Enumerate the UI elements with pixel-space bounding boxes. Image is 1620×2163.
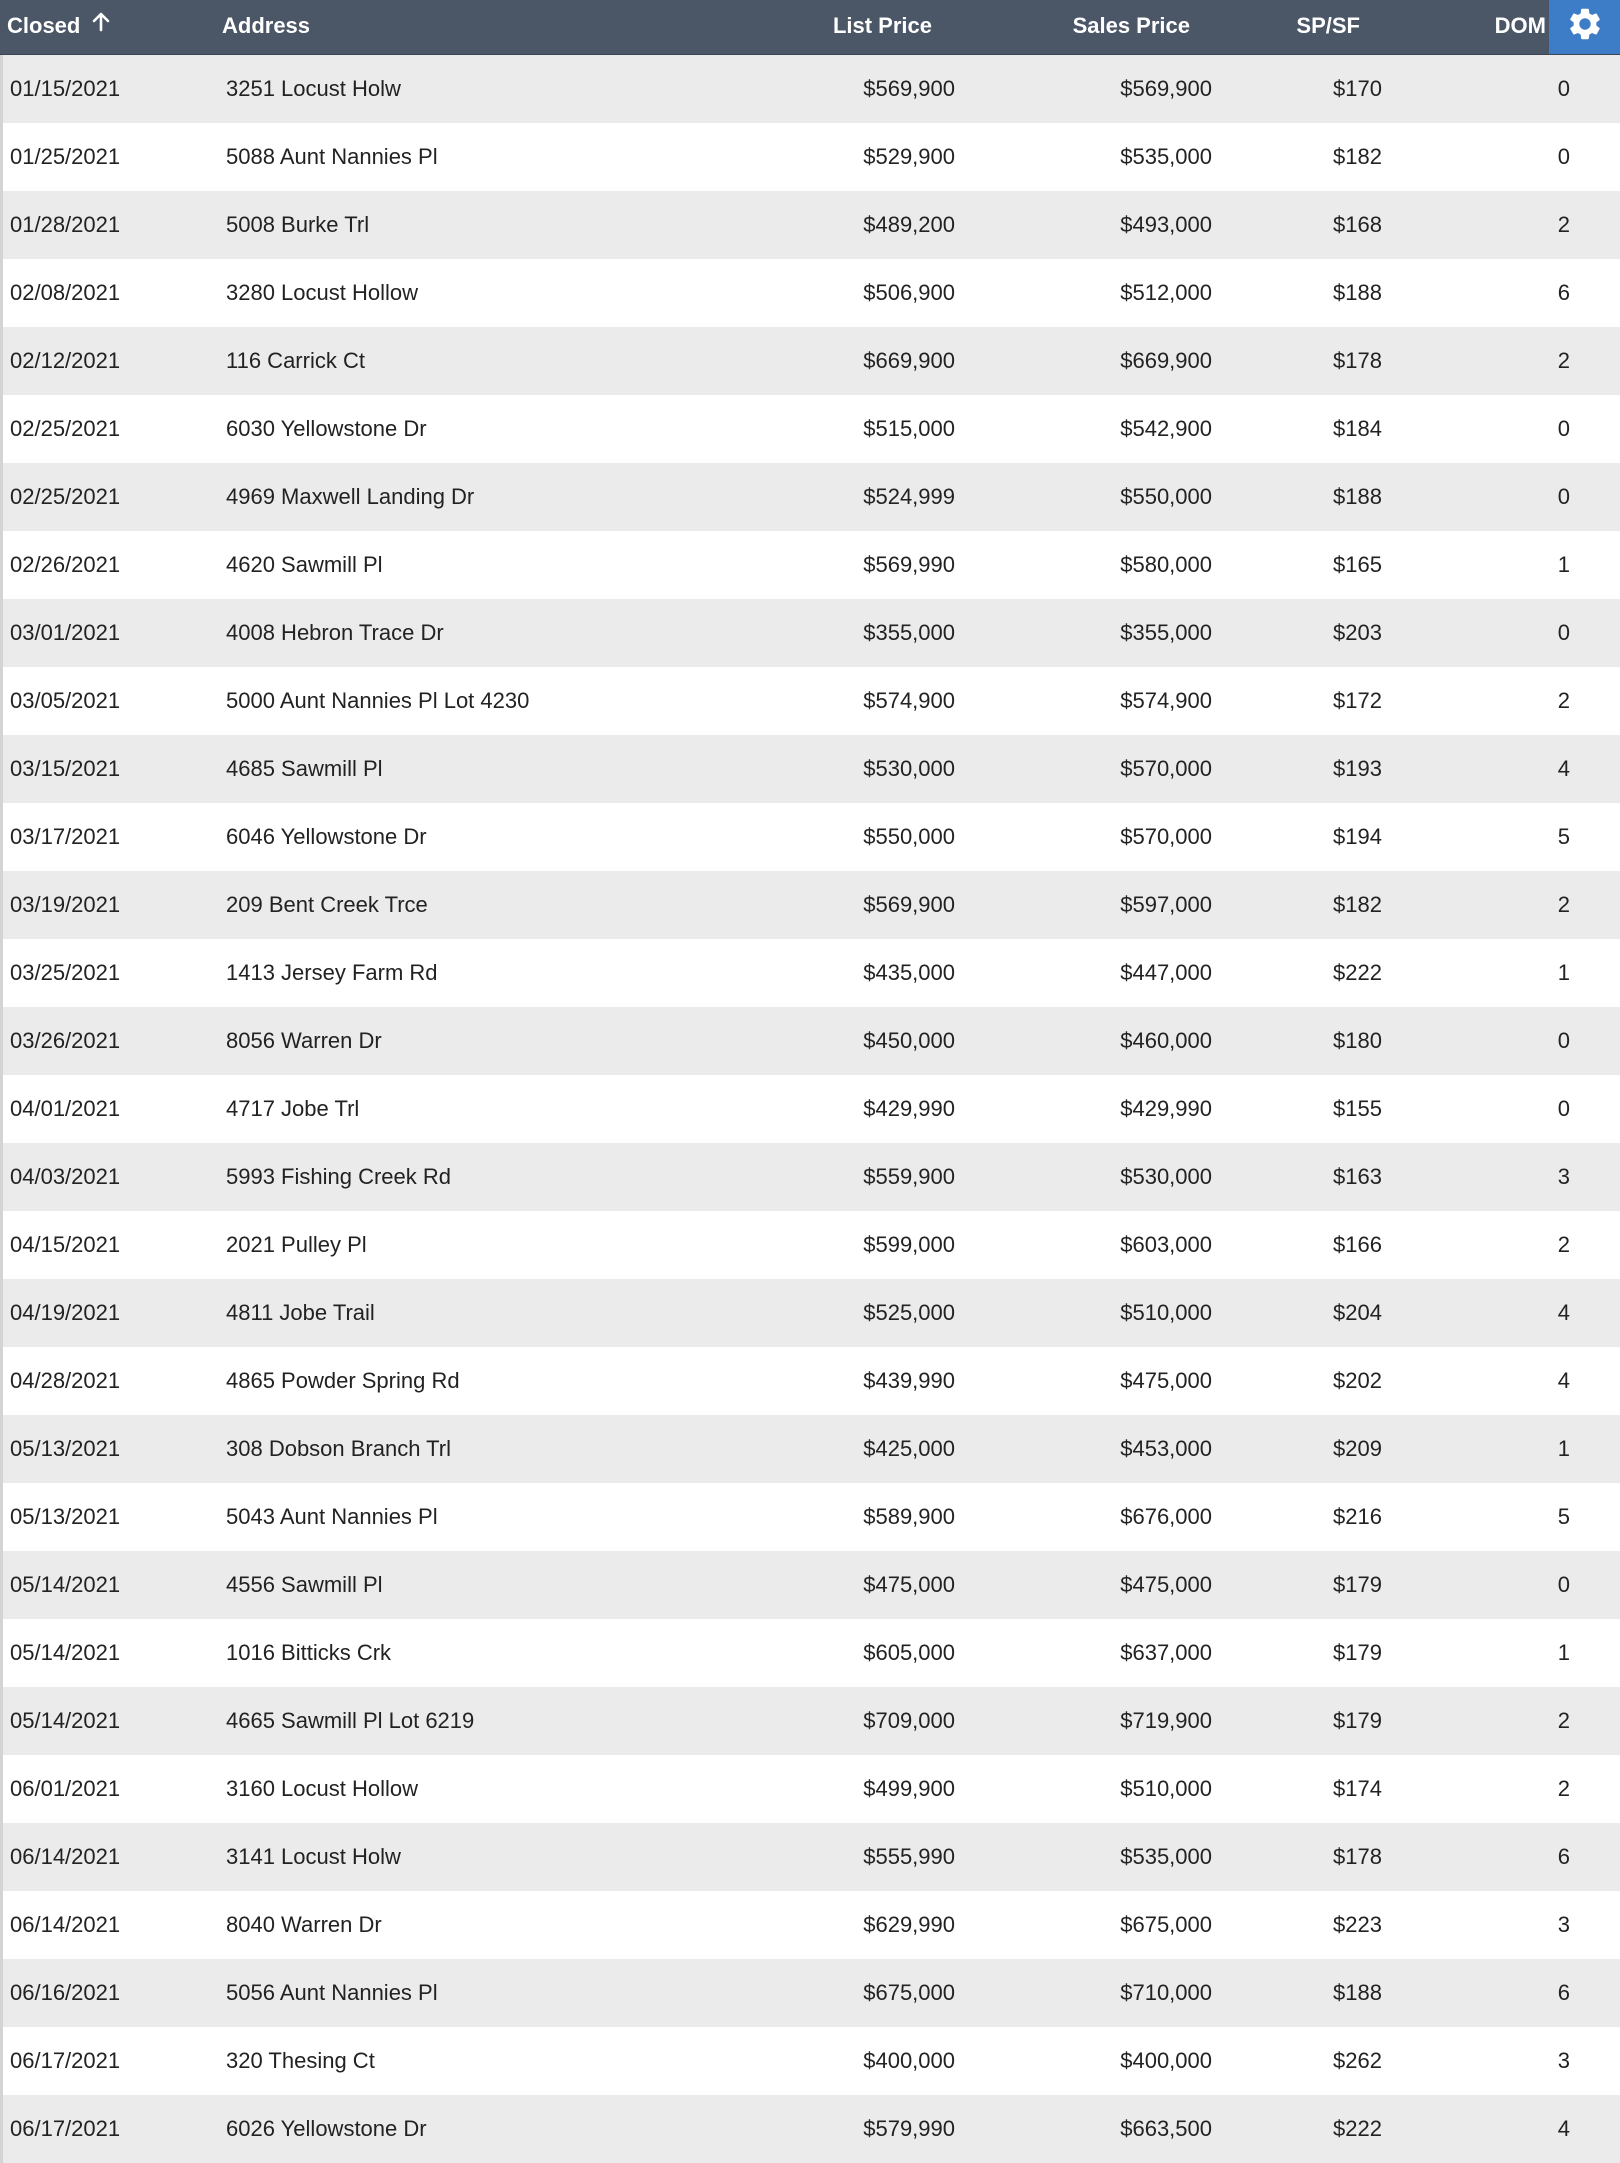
cell-list-price: $569,900: [863, 76, 955, 101]
table-row[interactable]: [0, 1823, 1620, 1891]
cell-sales-price: $675,000: [1120, 1912, 1212, 1937]
cell-closed-date: 05/14/2021: [10, 1640, 121, 1665]
cell-sales-price: $475,000: [1120, 1572, 1212, 1597]
cell-sales-price: $663,500: [1120, 2116, 1212, 2141]
table-row[interactable]: [0, 55, 1620, 123]
cell-closed-date: 02/12/2021: [10, 348, 121, 373]
cell-list-price: $529,900: [863, 144, 955, 169]
table-row[interactable]: [0, 1279, 1620, 1347]
cell-sales-price: $637,000: [1120, 1640, 1212, 1665]
cell-address: 6030 Yellowstone Dr: [226, 416, 427, 441]
cell-list-price: $550,000: [863, 824, 955, 849]
cell-address: 3280 Locust Hollow: [226, 280, 419, 305]
cell-dom: 1: [1557, 1436, 1570, 1461]
cell-sales-price: $719,900: [1120, 1708, 1212, 1733]
cell-address: 4969 Maxwell Landing Dr: [226, 484, 475, 509]
cell-sales-price: $530,000: [1120, 1164, 1212, 1189]
cell-closed-date: 04/19/2021: [10, 1300, 121, 1325]
cell-sp-sf: $168: [1333, 212, 1382, 237]
cell-dom: 2: [1557, 688, 1570, 713]
cell-list-price: $555,990: [863, 1844, 955, 1869]
cell-sales-price: $493,000: [1120, 212, 1212, 237]
cell-list-price: $489,200: [863, 212, 955, 237]
cell-dom: 0: [1557, 144, 1570, 169]
cell-closed-date: 04/01/2021: [10, 1096, 121, 1121]
cell-list-price: $515,000: [863, 416, 955, 441]
column-header-sales-price[interactable]: Sales Price: [1072, 13, 1190, 38]
cell-list-price: $709,000: [863, 1708, 955, 1733]
table-row[interactable]: [0, 259, 1620, 327]
table-row[interactable]: [0, 2095, 1620, 2163]
cell-dom: 6: [1557, 1980, 1570, 2005]
cell-list-price: $559,900: [863, 1164, 955, 1189]
table-row[interactable]: [0, 463, 1620, 531]
table-row[interactable]: [0, 1211, 1620, 1279]
cell-sp-sf: $222: [1333, 2116, 1382, 2141]
table-row[interactable]: [0, 1551, 1620, 1619]
cell-address: 6026 Yellowstone Dr: [226, 2116, 427, 2141]
table-row[interactable]: [0, 1687, 1620, 1755]
cell-sales-price: $535,000: [1120, 144, 1212, 169]
cell-sp-sf: $203: [1333, 620, 1382, 645]
cell-dom: 4: [1557, 1368, 1570, 1393]
cell-list-price: $450,000: [863, 1028, 955, 1053]
cell-sp-sf: $166: [1333, 1232, 1382, 1257]
column-header-sp-sf[interactable]: SP/SF: [1296, 13, 1360, 38]
cell-closed-date: 06/01/2021: [10, 1776, 121, 1801]
cell-address: 4620 Sawmill Pl: [226, 552, 383, 577]
cell-sp-sf: $209: [1333, 1436, 1382, 1461]
cell-closed-date: 06/16/2021: [10, 1980, 121, 2005]
table-row[interactable]: [0, 1415, 1620, 1483]
cell-dom: 4: [1557, 1300, 1570, 1325]
cell-sp-sf: $179: [1333, 1708, 1382, 1733]
cell-sp-sf: $155: [1333, 1096, 1382, 1121]
cell-closed-date: 06/14/2021: [10, 1844, 121, 1869]
cell-dom: 1: [1557, 552, 1570, 577]
cell-sp-sf: $223: [1333, 1912, 1382, 1937]
cell-list-price: $475,000: [863, 1572, 955, 1597]
cell-dom: 0: [1557, 1096, 1570, 1121]
column-header-closed[interactable]: [7, 0, 110, 54]
cell-dom: 5: [1557, 824, 1570, 849]
cell-closed-date: 06/17/2021: [10, 2048, 121, 2073]
cell-dom: 0: [1557, 416, 1570, 441]
cell-dom: 2: [1557, 212, 1570, 237]
cell-list-price: $506,900: [863, 280, 955, 305]
table-row[interactable]: [0, 327, 1620, 395]
cell-sp-sf: $172: [1333, 688, 1382, 713]
cell-address: 320 Thesing Ct: [226, 2048, 375, 2073]
cell-address: 4717 Jobe Trl: [226, 1096, 360, 1121]
cell-list-price: $530,000: [863, 756, 955, 781]
cell-sp-sf: $262: [1333, 2048, 1382, 2073]
cell-dom: 4: [1557, 756, 1570, 781]
cell-sales-price: $429,990: [1120, 1096, 1212, 1121]
cell-sales-price: $603,000: [1120, 1232, 1212, 1257]
cell-closed-date: 01/28/2021: [10, 212, 121, 237]
cell-closed-date: 05/14/2021: [10, 1708, 121, 1733]
cell-sp-sf: $170: [1333, 76, 1382, 101]
cell-closed-date: 05/13/2021: [10, 1504, 121, 1529]
cell-dom: 3: [1557, 2048, 1570, 2073]
cell-sales-price: $574,900: [1120, 688, 1212, 713]
table-row[interactable]: [0, 599, 1620, 667]
cell-address: 4865 Powder Spring Rd: [226, 1368, 460, 1393]
table-row[interactable]: [0, 395, 1620, 463]
cell-sales-price: $460,000: [1120, 1028, 1212, 1053]
cell-closed-date: 02/08/2021: [10, 280, 121, 305]
table-row[interactable]: [0, 1075, 1620, 1143]
cell-list-price: $400,000: [863, 2048, 955, 2073]
cell-closed-date: 03/17/2021: [10, 824, 121, 849]
cell-closed-date: 03/19/2021: [10, 892, 121, 917]
cell-list-price: $499,900: [863, 1776, 955, 1801]
cell-closed-date: 01/25/2021: [10, 144, 121, 169]
cell-closed-date: 01/15/2021: [10, 76, 121, 101]
table-header: [0, 0, 1620, 55]
table-body: [0, 55, 1620, 2163]
cell-address: 3160 Locust Hollow: [226, 1776, 419, 1801]
cell-sp-sf: $178: [1333, 1844, 1382, 1869]
arrow-up-icon: [92, 0, 110, 51]
cell-address: 5088 Aunt Nannies Pl: [226, 144, 438, 169]
cell-sales-price: $400,000: [1120, 2048, 1212, 2073]
cell-list-price: $669,900: [863, 348, 955, 373]
cell-dom: 2: [1557, 1708, 1570, 1733]
cell-sales-price: $475,000: [1120, 1368, 1212, 1393]
cell-address: 116 Carrick Ct: [226, 348, 365, 373]
cell-sales-price: $535,000: [1120, 1844, 1212, 1869]
cell-address: 5993 Fishing Creek Rd: [226, 1164, 452, 1189]
table-row[interactable]: [0, 667, 1620, 735]
cell-address: 5056 Aunt Nannies Pl: [226, 1980, 438, 2005]
cell-sp-sf: $178: [1333, 348, 1382, 373]
cell-sp-sf: $188: [1333, 1980, 1382, 2005]
cell-address: 5043 Aunt Nannies Pl: [226, 1504, 438, 1529]
cell-sales-price: $447,000: [1120, 960, 1212, 985]
cell-list-price: $605,000: [863, 1640, 955, 1665]
column-header-list-price[interactable]: List Price: [832, 13, 932, 38]
cell-address: 3141 Locust Holw: [226, 1844, 401, 1869]
cell-address: 8040 Warren Dr: [226, 1912, 382, 1937]
cell-sales-price: $550,000: [1120, 484, 1212, 509]
cell-dom: 0: [1557, 1572, 1570, 1597]
cell-address: 4556 Sawmill Pl: [226, 1572, 383, 1597]
cell-sales-price: $669,900: [1120, 348, 1212, 373]
cell-list-price: $589,900: [863, 1504, 955, 1529]
cell-sales-price: $542,900: [1120, 416, 1212, 441]
column-header-dom[interactable]: DOM: [1494, 13, 1546, 38]
table-row[interactable]: [0, 871, 1620, 939]
table-row[interactable]: [0, 191, 1620, 259]
cell-closed-date: 04/15/2021: [10, 1232, 121, 1257]
cell-list-price: $425,000: [863, 1436, 955, 1461]
table-row[interactable]: [0, 531, 1620, 599]
cell-closed-date: 04/03/2021: [10, 1164, 121, 1189]
cell-sp-sf: $222: [1333, 960, 1382, 985]
cell-sp-sf: $179: [1333, 1640, 1382, 1665]
cell-dom: 2: [1557, 892, 1570, 917]
cell-address: 1413 Jersey Farm Rd: [226, 960, 438, 985]
cell-address: 4811 Jobe Trail: [226, 1300, 375, 1325]
cell-sp-sf: $182: [1333, 892, 1382, 917]
cell-sp-sf: $184: [1333, 416, 1382, 441]
cell-sp-sf: $193: [1333, 756, 1382, 781]
cell-closed-date: 03/25/2021: [10, 960, 121, 985]
cell-closed-date: 03/01/2021: [10, 620, 121, 645]
table-row[interactable]: [0, 1959, 1620, 2027]
cell-closed-date: 05/13/2021: [10, 1436, 121, 1461]
cell-list-price: $579,990: [863, 2116, 955, 2141]
table-row[interactable]: [0, 123, 1620, 191]
cell-dom: 2: [1557, 1776, 1570, 1801]
cell-address: 4665 Sawmill Pl Lot 6219: [226, 1708, 475, 1733]
cell-dom: 6: [1557, 1844, 1570, 1869]
table-row[interactable]: [0, 803, 1620, 871]
cell-closed-date: 06/17/2021: [10, 2116, 121, 2141]
cell-address: 2021 Pulley Pl: [226, 1232, 367, 1257]
cell-address: 6046 Yellowstone Dr: [226, 824, 427, 849]
cell-sales-price: $570,000: [1120, 824, 1212, 849]
table-row[interactable]: [0, 1891, 1620, 1959]
cell-closed-date: 02/26/2021: [10, 552, 121, 577]
cell-sales-price: $710,000: [1120, 1980, 1212, 2005]
cell-sp-sf: $204: [1333, 1300, 1382, 1325]
cell-sp-sf: $194: [1333, 824, 1382, 849]
table-row[interactable]: [0, 1755, 1620, 1823]
cell-dom: 0: [1557, 620, 1570, 645]
settings-button[interactable]: [1549, 0, 1620, 54]
cell-sp-sf: $179: [1333, 1572, 1382, 1597]
cell-closed-date: 03/26/2021: [10, 1028, 121, 1053]
table-row[interactable]: [0, 735, 1620, 803]
table-row[interactable]: [0, 1483, 1620, 1551]
cell-list-price: $569,990: [863, 552, 955, 577]
cell-dom: 5: [1557, 1504, 1570, 1529]
cell-dom: 2: [1557, 1232, 1570, 1257]
cell-sales-price: $510,000: [1120, 1776, 1212, 1801]
cell-list-price: $675,000: [863, 1980, 955, 2005]
gear-icon: [1566, 5, 1604, 49]
table-row[interactable]: [0, 1143, 1620, 1211]
cell-address: 8056 Warren Dr: [226, 1028, 382, 1053]
cell-list-price: $525,000: [863, 1300, 955, 1325]
cell-list-price: $629,990: [863, 1912, 955, 1937]
cell-address: 308 Dobson Branch Trl: [226, 1436, 452, 1461]
cell-dom: 6: [1557, 280, 1570, 305]
cell-list-price: $429,990: [863, 1096, 955, 1121]
table-row[interactable]: [0, 1347, 1620, 1415]
cell-closed-date: 04/28/2021: [10, 1368, 121, 1393]
cell-dom: 0: [1557, 76, 1570, 101]
table-row[interactable]: [0, 939, 1620, 1007]
cell-sales-price: $355,000: [1120, 620, 1212, 645]
cell-sales-price: $453,000: [1120, 1436, 1212, 1461]
cell-sp-sf: $188: [1333, 484, 1382, 509]
table-row[interactable]: [0, 1619, 1620, 1687]
cell-list-price: $435,000: [863, 960, 955, 985]
column-header-address[interactable]: Address: [222, 13, 311, 38]
cell-closed-date: 06/14/2021: [10, 1912, 121, 1937]
cell-address: 209 Bent Creek Trce: [226, 892, 428, 917]
cell-sales-price: $569,900: [1120, 76, 1212, 101]
cell-closed-date: 03/05/2021: [10, 688, 121, 713]
cell-sales-price: $570,000: [1120, 756, 1212, 781]
cell-address: 4008 Hebron Trace Dr: [226, 620, 444, 645]
cell-closed-date: 05/14/2021: [10, 1572, 121, 1597]
cell-closed-date: 03/15/2021: [10, 756, 121, 781]
cell-closed-date: 02/25/2021: [10, 484, 121, 509]
cell-sp-sf: $163: [1333, 1164, 1382, 1189]
cell-sp-sf: $182: [1333, 144, 1382, 169]
cell-dom: 2: [1557, 348, 1570, 373]
column-header-closed-label: Closed: [7, 13, 81, 38]
cell-list-price: $574,900: [863, 688, 955, 713]
cell-sp-sf: $165: [1333, 552, 1382, 577]
cell-address: 5008 Burke Trl: [226, 212, 370, 237]
cell-sales-price: $676,000: [1120, 1504, 1212, 1529]
cell-sales-price: $512,000: [1120, 280, 1212, 305]
cell-sp-sf: $174: [1333, 1776, 1382, 1801]
cell-list-price: $569,900: [863, 892, 955, 917]
cell-address: 4685 Sawmill Pl: [226, 756, 383, 781]
cell-dom: 4: [1557, 2116, 1570, 2141]
cell-address: 3251 Locust Holw: [226, 76, 401, 101]
cell-list-price: $599,000: [863, 1232, 955, 1257]
cell-sp-sf: $188: [1333, 280, 1382, 305]
cell-address: 1016 Bitticks Crk: [226, 1640, 392, 1665]
cell-list-price: $439,990: [863, 1368, 955, 1393]
cell-sales-price: $597,000: [1120, 892, 1212, 917]
cell-sp-sf: $202: [1333, 1368, 1382, 1393]
cell-dom: 1: [1557, 960, 1570, 985]
cell-sales-price: $510,000: [1120, 1300, 1212, 1325]
cell-dom: 3: [1557, 1912, 1570, 1937]
cell-dom: 0: [1557, 484, 1570, 509]
cell-sp-sf: $180: [1333, 1028, 1382, 1053]
cell-dom: 0: [1557, 1028, 1570, 1053]
cell-closed-date: 02/25/2021: [10, 416, 121, 441]
cell-list-price: $524,999: [863, 484, 955, 509]
cell-address: 5000 Aunt Nannies Pl Lot 4230: [226, 688, 530, 713]
table-row[interactable]: [0, 2027, 1620, 2095]
cell-dom: 3: [1557, 1164, 1570, 1189]
cell-sales-price: $580,000: [1120, 552, 1212, 577]
cell-sp-sf: $216: [1333, 1504, 1382, 1529]
cell-dom: 1: [1557, 1640, 1570, 1665]
cell-list-price: $355,000: [863, 620, 955, 645]
table-row[interactable]: [0, 1007, 1620, 1075]
